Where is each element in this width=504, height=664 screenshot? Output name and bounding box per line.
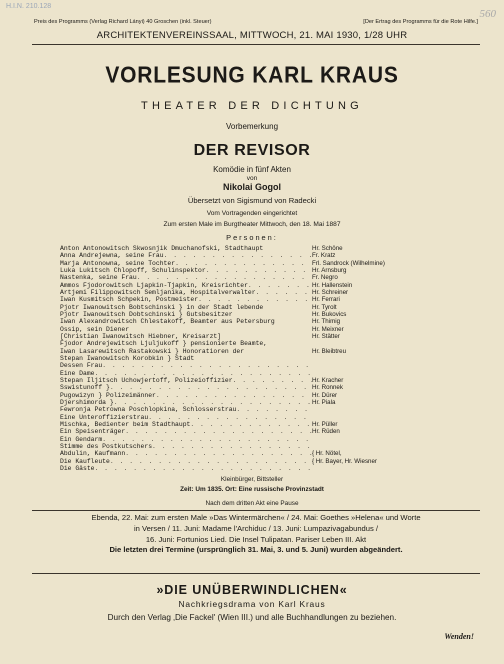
role-name: Pugowizyn } Polizeimänner [60, 391, 156, 399]
role-name: Abdulin, Kaufmann [60, 450, 126, 458]
cast-row [60, 289, 460, 296]
cast-row [60, 399, 460, 406]
cast-row [60, 326, 460, 333]
actor-name: Hr. Bleibtreu [312, 347, 347, 355]
role-name: Eine Unteroffizierstrau [60, 413, 149, 421]
actor-name: Hr. Püller [312, 420, 338, 428]
cast-row [60, 304, 460, 311]
cast-row [60, 260, 460, 267]
proceeds-note: [Der Ertrag des Programms für die Rote Hilfe.] [363, 19, 478, 25]
role-name: Artjemi Filippowitsch Semljanika, Hospitalverwalter [60, 288, 256, 296]
play-genre: Komödie in fünf Akten [213, 165, 291, 174]
advert-title: »DIE UNÜBERWINDLICHEN« [156, 583, 348, 597]
cast-row [60, 384, 460, 391]
cast-row [60, 443, 460, 450]
cast-row [60, 436, 460, 443]
cast-list [60, 245, 460, 472]
leader-dots [198, 296, 312, 303]
actor-name: Hr. Stätter [312, 332, 340, 340]
actor-name: Hr. Arnsburg [312, 266, 347, 274]
role-name: Anton Antonowitsch Skwosnjik Dmuchanofski, Stadthaupt [60, 245, 264, 252]
leader-dots [233, 377, 312, 384]
cast-row [60, 458, 460, 465]
role-name: Pjotr Iwanowitsch Bobtschinski } in der Stadt lebende [60, 303, 264, 311]
actor-name: Hr. Kracher [312, 376, 344, 384]
role-name: [Christian Iwanowitsch Hiebner, Kreisarzt] [60, 332, 222, 340]
role-name: Iwan Kusmitsch Schpekin, Postmeister [60, 296, 199, 304]
role-name: Djershimorda } [60, 398, 114, 406]
actor-name [312, 406, 460, 413]
actor-name: Fr. Negro [312, 274, 338, 282]
actor-name [312, 443, 460, 450]
cast-row [60, 392, 460, 399]
cast-row [60, 267, 460, 274]
cast-row [60, 318, 460, 325]
persons-heading: Personen: [226, 233, 278, 242]
cast-row [60, 421, 460, 428]
actor-name: Hr. Piala [312, 398, 336, 406]
role-name: Iwan Lasarewitsch Rastakowski } Honoratioren der [60, 347, 245, 355]
role-name: Ammos Fjodorowitsch Ljapkin-Tjapkin, Kreisrichter [60, 281, 248, 289]
actor-name: Hr. Thimig [312, 318, 341, 326]
role-name: Anna Andrejewna, seine Frau [60, 252, 164, 260]
leader-dots [190, 421, 312, 428]
cast-row [60, 274, 460, 281]
leader-dots [236, 406, 312, 413]
leader-dots [248, 282, 312, 289]
leader-dots [114, 399, 312, 406]
cast-row [60, 282, 460, 289]
role-name: Nastenka, seine Frau [60, 274, 137, 282]
play-by: von [246, 175, 258, 182]
premiere-note: Zum ersten Male im Burgtheater Mittwoch, den 18. Mai 1887 [163, 221, 341, 228]
actor-name: Hr. Tyrolt [312, 303, 337, 311]
preface-label: Vorbemerkung [225, 122, 279, 131]
role-name: Eine Dame [60, 369, 95, 377]
price-note: Preis des Programms (Verlag Richard Lányi) 40 Groschen (inkl. Steuer) [34, 19, 212, 25]
divider [32, 44, 480, 45]
role-name: Stepan Iljitsch Uchowjertoff, Polizeioffizier [60, 376, 233, 384]
leader-dots [95, 465, 312, 472]
cast-row [60, 450, 460, 457]
leader-dots [125, 450, 312, 457]
role-name: Stimme des Postkutschers [60, 442, 153, 450]
role-name: Ein Gendarm [60, 435, 103, 443]
time-place-line: Zeit: Um 1835. Ort: Eine russische Provinzstadt [180, 486, 324, 493]
actor-name: Hr. Meixner [312, 325, 344, 333]
actor-name [312, 436, 460, 443]
leader-dots [152, 443, 312, 450]
leader-dots [110, 458, 312, 465]
role-name: Mischka, Bedienter beim Stadthaupt [60, 420, 191, 428]
actor-name: Hr. Rüden [312, 428, 340, 436]
venue-line: ARCHITEKTENVEREINSSAAL, MITTWOCH, 21. MAI 1930, 1/28 UHR [96, 30, 408, 41]
role-name: Stepan Iwanowitsch Korobkin } Stadt [60, 354, 195, 362]
archive-stamp: H.I.N. 210.128 [6, 3, 52, 10]
leader-dots [156, 392, 312, 399]
page-title: VORLESUNG KARL KRAUS [105, 63, 399, 88]
page-subtitle: THEATER DER DICHTUNG [141, 100, 363, 112]
cast-row [60, 252, 460, 259]
role-name: Marja Antonowna, seine Tochter [60, 259, 176, 267]
pencil-annotation: 560 [479, 8, 496, 20]
price-line [34, 19, 478, 25]
leader-dots [175, 260, 312, 267]
role-name: Iwan Alexandrowitsch Chlestakoff, Beamter aus Petersburg [60, 318, 275, 326]
actor-name: { Hr. Bayer, Hr. Wiesner [312, 457, 377, 465]
actor-name: Hr. Bukovics [312, 310, 347, 318]
role-name: Ein Speisenträger [60, 428, 126, 436]
cast-row [60, 355, 460, 362]
role-name: Ossip, sein Diener [60, 325, 130, 333]
actor-name [312, 414, 460, 421]
role-name: Fjodor Andrejewitsch Ljuljukoff } pensionierte Beamte, [60, 340, 268, 348]
role-name: Fewronja Petrowna Poschlopkina, Schlosserstrau [60, 406, 237, 414]
advert-subtitle: Nachkriegsdrama von Karl Kraus [178, 599, 326, 609]
divider [32, 573, 480, 574]
upcoming-line: 16. Juni: Fortunios Lied. Die Insel Tulipatan. Pariser Leben III. Akt [145, 534, 367, 544]
role-name: Luka Lukitsch Chlopoff, Schulinspektor [60, 266, 206, 274]
cast-row [60, 245, 460, 252]
leader-dots [148, 414, 312, 421]
cast-row [60, 296, 460, 303]
actor-name [312, 362, 460, 369]
translation-credit: Übersetzt von Sigismund von Radecki [187, 196, 317, 205]
leader-dots [95, 370, 312, 377]
play-author: Nikolai Gogol [222, 182, 281, 192]
actor-name: Hr. Hallenstein [312, 281, 353, 289]
role-name: Die Gäste [60, 464, 95, 472]
leader-dots [110, 384, 312, 391]
cast-row [60, 333, 460, 340]
turn-over-note: Wenden! [444, 632, 474, 641]
leader-dots [206, 267, 312, 274]
cast-row [60, 465, 460, 472]
cast-row [60, 370, 460, 377]
actor-name [312, 465, 460, 472]
pause-note: Nach dem dritten Akt eine Pause [205, 500, 299, 507]
actor-name: Hr. Ferrari [312, 296, 340, 304]
leader-dots [256, 289, 312, 296]
actor-name: { Hr. Nötel, [312, 450, 342, 458]
leader-dots [164, 252, 312, 259]
cast-row [60, 414, 460, 421]
actor-name [312, 340, 460, 347]
actor-name: Fr. Kratz [312, 252, 336, 260]
divider [32, 510, 480, 511]
play-title: DER REVISOR [193, 142, 311, 159]
cast-row [60, 362, 460, 369]
upcoming-line: Ebenda, 22. Mai: zum ersten Male »Das Wintermärchen« / 24. Mai: Goethes »Helena« und Worte [91, 513, 421, 522]
arrangement-credit: Vom Vortragenden eingerichtet [206, 210, 298, 217]
cast-row [60, 340, 460, 347]
extras-line: Kleinbürger, Bittsteller [220, 476, 284, 483]
actor-name: Frl. Sandrock (Wilhelmine) [312, 259, 385, 267]
role-name: Dessen Frau [60, 362, 103, 370]
advert-line: Durch den Verlag ‚Die Fackel' (Wien III.) und alle Buchhandlungen zu beziehen. [107, 613, 397, 622]
cast-row [60, 377, 460, 384]
cast-row [60, 428, 460, 435]
cast-row [60, 311, 460, 318]
actor-name [312, 370, 460, 377]
leader-dots [125, 428, 312, 435]
cast-row [60, 406, 460, 413]
role-name: Die Kaufleute [60, 457, 110, 465]
change-notice: Die letzten drei Termine (ursprünglich 31. Mai, 3. und 5. Juni) wurden abgeändert. [109, 545, 403, 555]
actor-name: Hr. Schreiner [312, 288, 349, 296]
upcoming-line: in Versen / 11. Juni: Madame l'Archiduc / 13. Juni: Lumpazivagabundus / [133, 523, 379, 533]
actor-name: Hr. Schöne [312, 245, 343, 252]
actor-name: Hr. Ronnek [312, 384, 343, 392]
leader-dots [137, 274, 312, 281]
upcoming-dates [32, 513, 480, 556]
leader-dots [102, 362, 312, 369]
cast-row [60, 348, 460, 355]
actor-name [312, 355, 460, 362]
role-name: Pjotr Iwanowitsch Dobtschinski } Gutsbesitzer [60, 310, 233, 318]
leader-dots [102, 436, 312, 443]
role-name: Sswistunoff } [60, 384, 110, 392]
actor-name: Hr. Dürer [312, 391, 338, 399]
